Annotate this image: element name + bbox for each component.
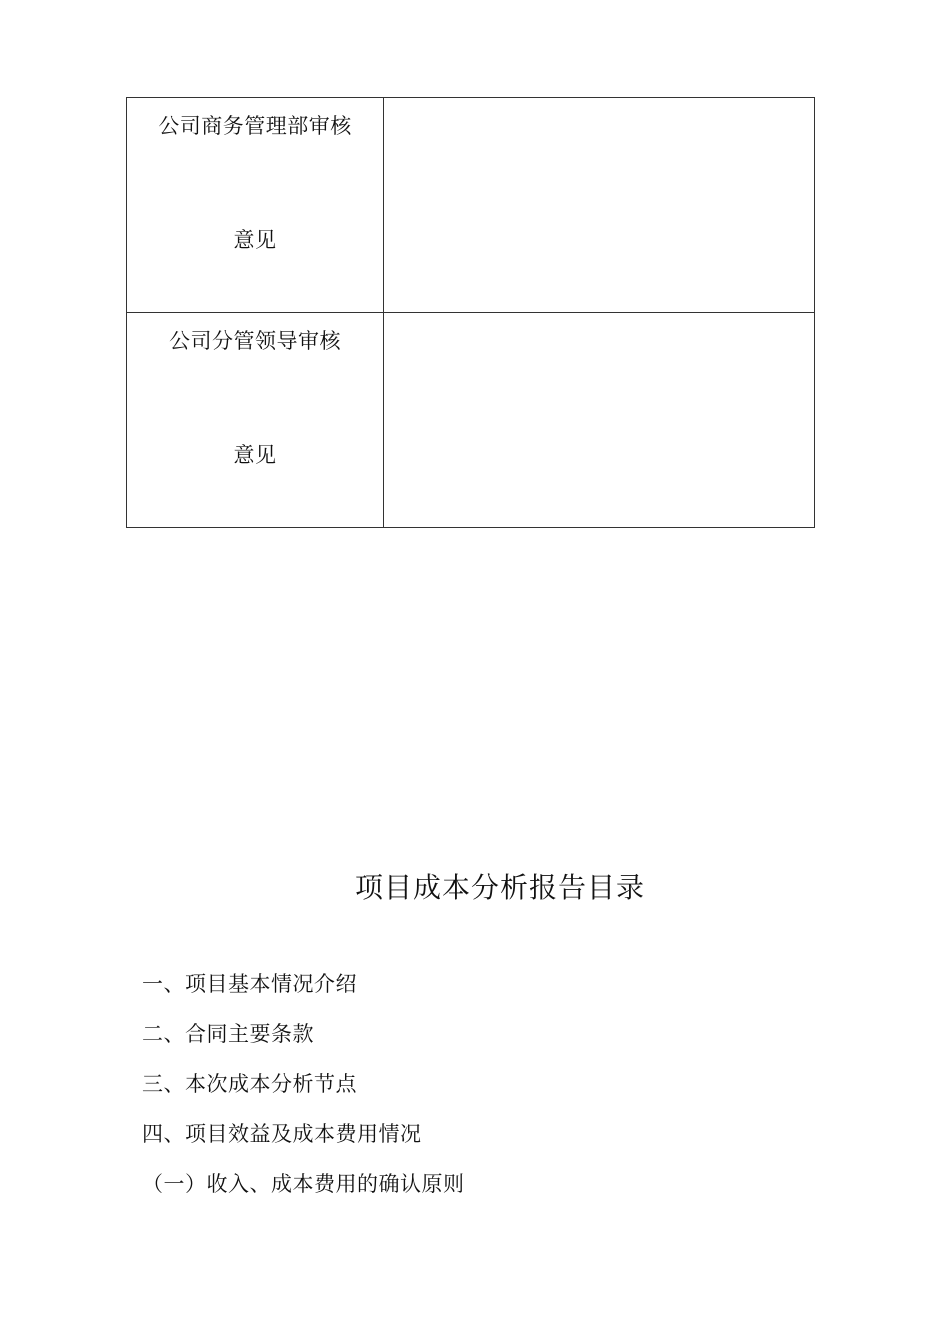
toc-item: 二、合同主要条款: [142, 1022, 314, 1046]
toc-list: [142, 968, 465, 1218]
toc-item: 一、项目基本情况介绍: [142, 972, 357, 996]
review-label-text: 意见: [233, 443, 277, 467]
review-opinion-cell: [384, 98, 815, 313]
review-label-text: 意见: [233, 228, 277, 252]
table-row: [127, 98, 815, 313]
toc-item: 三、本次成本分析节点: [142, 1072, 357, 1096]
toc-title: 项目成本分析报告目录: [354, 871, 645, 904]
review-label-text: 公司分管领导审核: [169, 329, 341, 353]
table-row: [127, 313, 815, 528]
review-opinion-cell: [384, 313, 815, 528]
review-label-cell: [127, 98, 384, 313]
toc-item: （一）收入、成本费用的确认原则: [142, 1172, 465, 1196]
review-opinion-table: [126, 97, 815, 528]
toc-item: 四、项目效益及成本费用情况: [142, 1122, 422, 1146]
review-label-cell: [127, 313, 384, 528]
review-label-text: 公司商务管理部审核: [158, 114, 352, 138]
